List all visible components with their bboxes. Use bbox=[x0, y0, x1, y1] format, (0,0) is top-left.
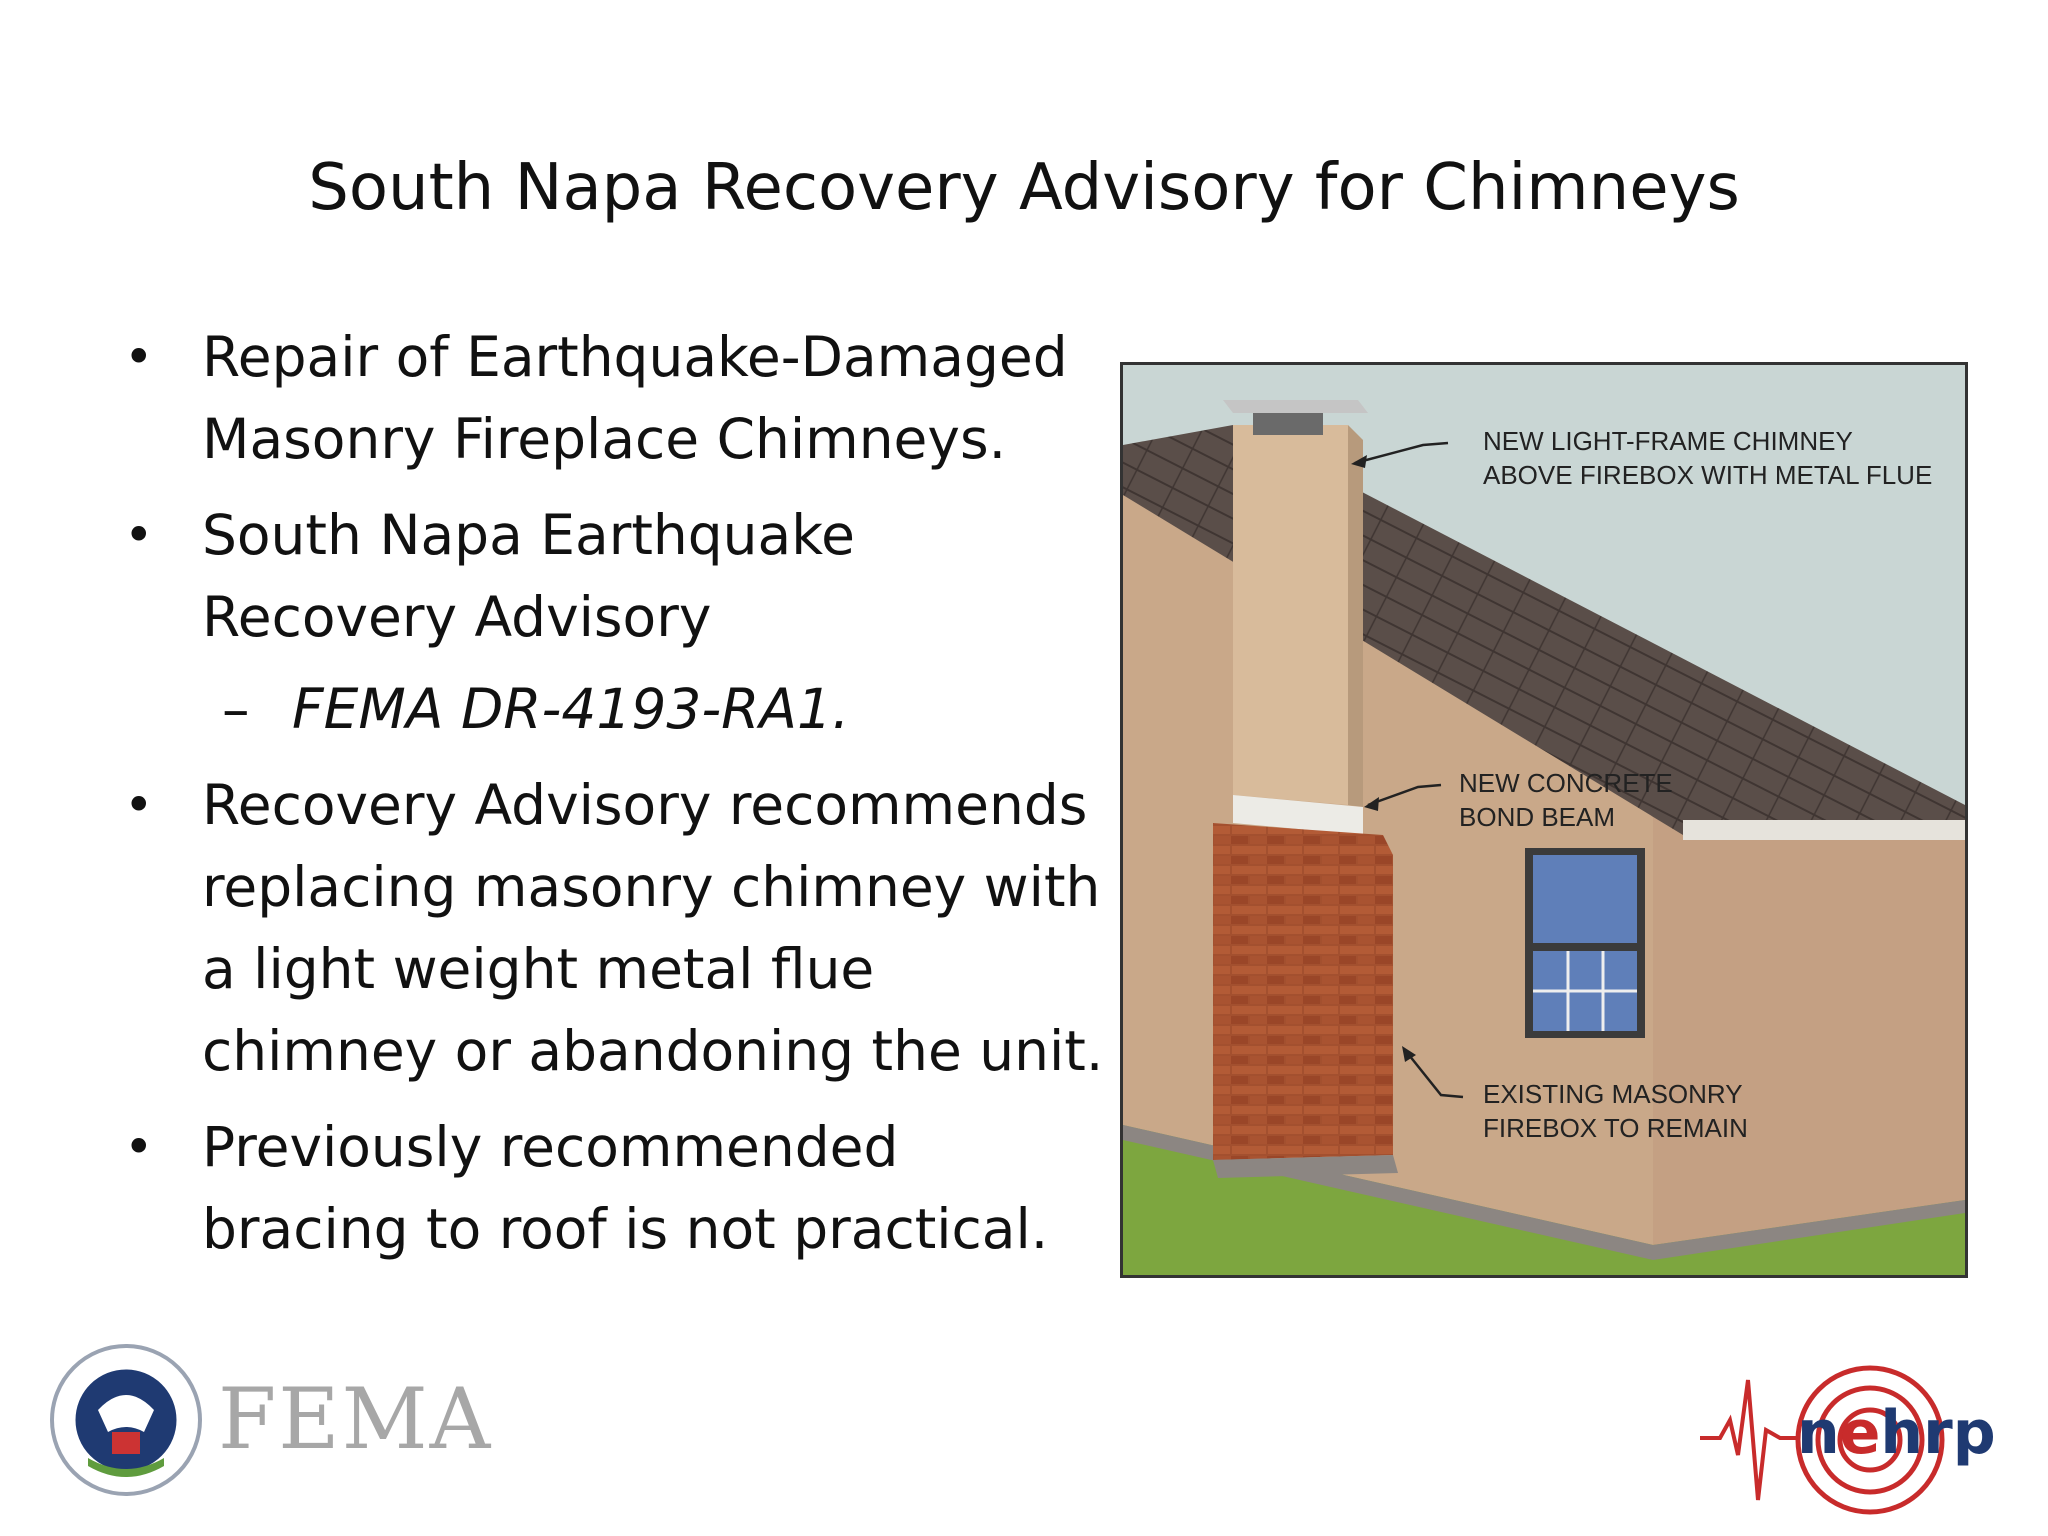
sub-bullet-marker: – bbox=[222, 677, 250, 741]
bullet-line: a light weight metal flue bbox=[202, 937, 875, 1001]
bullet-line: Recovery Advisory bbox=[202, 585, 712, 649]
bullet-marker: • bbox=[124, 776, 154, 834]
bullet-list bbox=[120, 316, 1120, 1284]
window-glass bbox=[1533, 855, 1637, 943]
bullet-marker: • bbox=[124, 506, 154, 564]
bullet-item bbox=[120, 316, 1120, 480]
bullet-line: chimney or abandoning the unit. bbox=[202, 1019, 1104, 1083]
bullet-item bbox=[120, 494, 1120, 658]
chimney-illustration bbox=[1120, 362, 1968, 1278]
bullet-line: Masonry Fireplace Chimneys. bbox=[202, 407, 1007, 471]
bullet-item bbox=[120, 764, 1120, 1092]
sub-bullet-text: FEMA DR-4193-RA1. bbox=[292, 677, 850, 741]
dhs-seal-icon bbox=[52, 1346, 200, 1494]
bullet-line: replacing masonry chimney with bbox=[202, 855, 1101, 919]
chimney-diagram bbox=[1123, 365, 1965, 1275]
nehrp-wordmark: nehrp bbox=[1797, 1398, 1996, 1468]
metal-flue bbox=[1253, 413, 1323, 435]
roof-gutter bbox=[1683, 820, 1965, 840]
label-firebox-2: FIREBOX TO REMAIN bbox=[1483, 1113, 1748, 1143]
label-bond-beam-1: NEW CONCRETE bbox=[1459, 768, 1673, 798]
chimney-cap bbox=[1223, 400, 1368, 413]
bullet-marker: • bbox=[124, 328, 154, 386]
light-frame-chimney bbox=[1233, 425, 1348, 805]
masonry-firebox bbox=[1213, 823, 1393, 1160]
bullet-line: Repair of Earthquake-Damaged bbox=[202, 325, 1068, 389]
bullet-line: bracing to roof is not practical. bbox=[202, 1197, 1049, 1261]
bullet-line: Recovery Advisory recommends bbox=[202, 773, 1088, 837]
sub-bullet bbox=[120, 668, 1120, 750]
slide-title: South Napa Recovery Advisory for Chimneys bbox=[308, 151, 1740, 225]
label-light-frame-1: NEW LIGHT-FRAME CHIMNEY bbox=[1483, 426, 1853, 456]
bullet-marker: • bbox=[124, 1118, 154, 1176]
bullet-line: Previously recommended bbox=[202, 1115, 899, 1179]
side-wall bbox=[1653, 775, 1965, 1245]
label-firebox-1: EXISTING MASONRY bbox=[1483, 1079, 1743, 1109]
label-bond-beam-2: BOND BEAM bbox=[1459, 802, 1616, 832]
fema-wordmark: FEMA bbox=[218, 1370, 493, 1468]
bullet-line: South Napa Earthquake bbox=[202, 503, 855, 567]
label-light-frame-2: ABOVE FIREBOX WITH METAL FLUE bbox=[1483, 460, 1933, 490]
bullet-item bbox=[120, 1106, 1120, 1270]
